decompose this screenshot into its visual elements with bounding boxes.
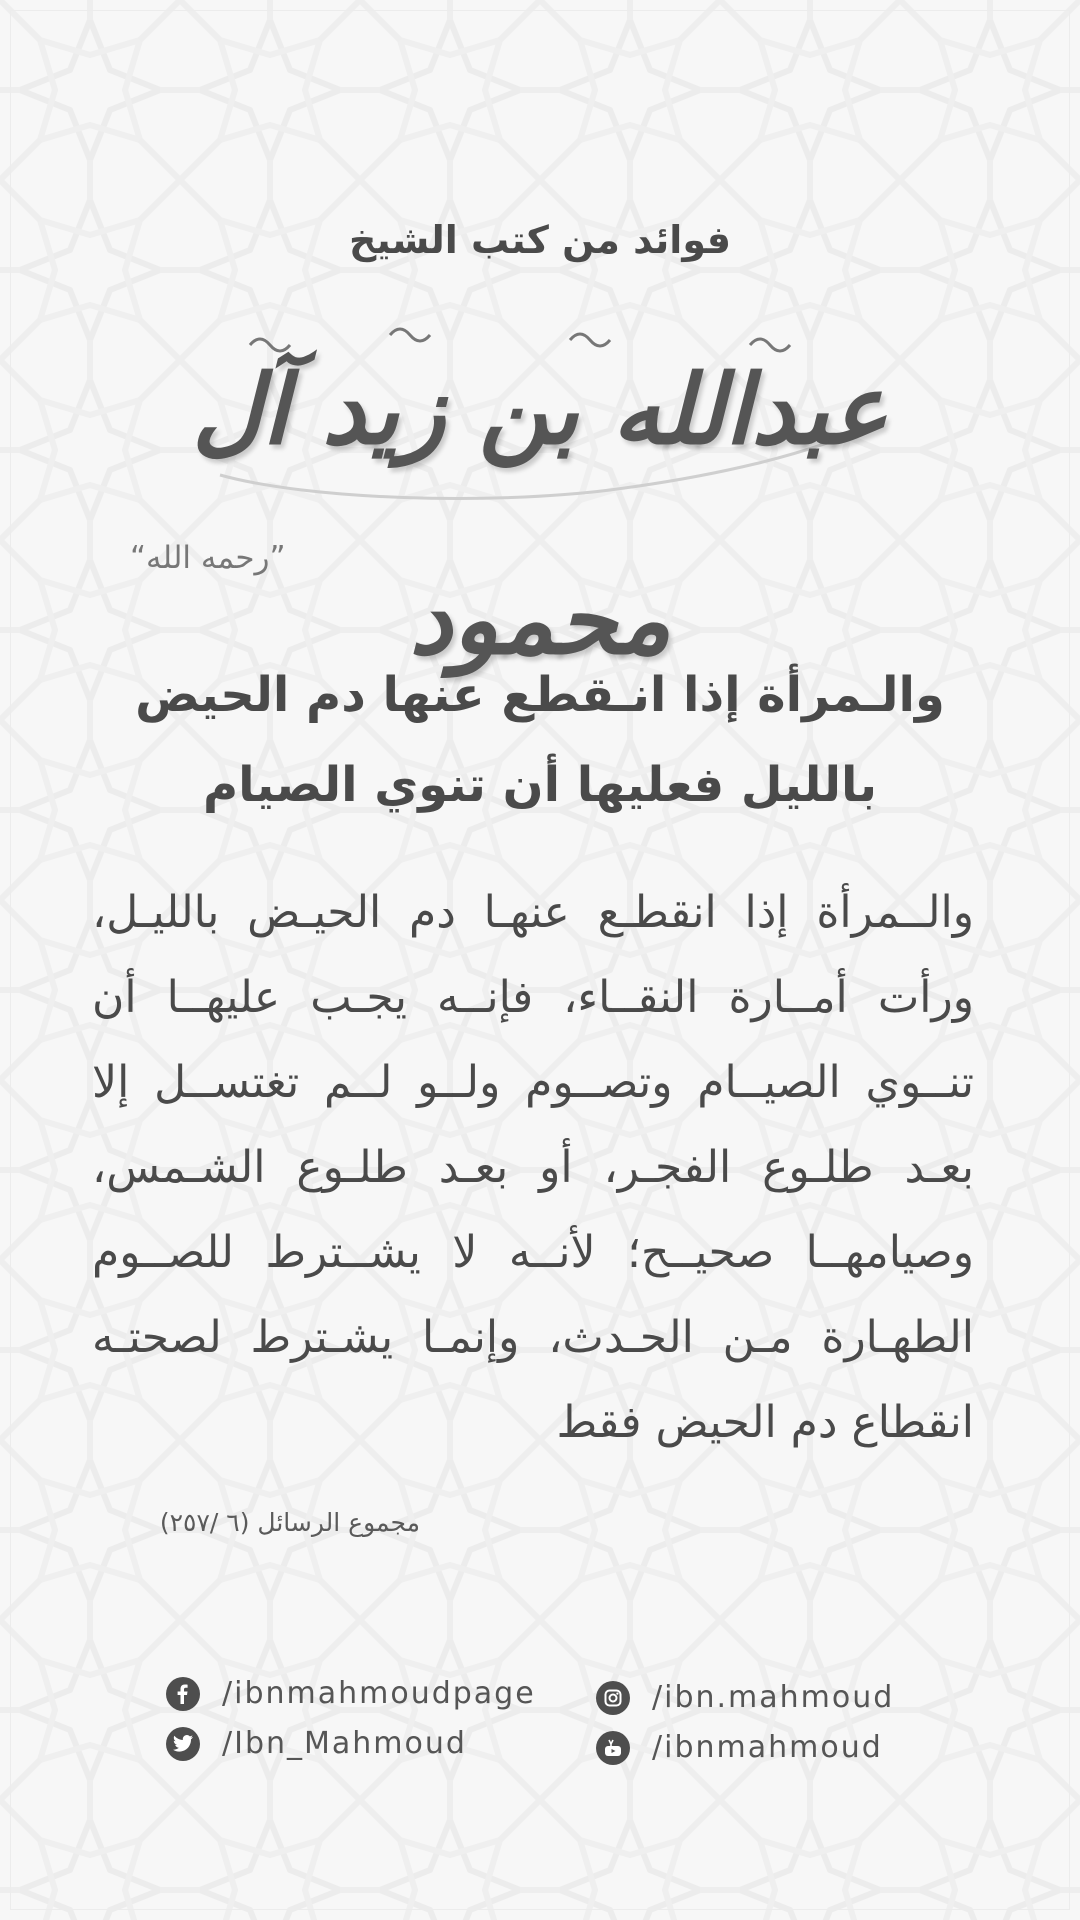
- facebook-handle: /ibnmahmoudpage: [222, 1676, 536, 1711]
- facebook-link[interactable]: [166, 1676, 536, 1711]
- twitter-icon: [166, 1727, 200, 1761]
- author-name: عبدالله بن زيد آل محمود: [192, 353, 888, 676]
- youtube-handle: /ibnmahmoud: [652, 1730, 883, 1765]
- instagram-link[interactable]: [596, 1680, 894, 1715]
- youtube-icon: [596, 1731, 630, 1765]
- honorific: ”رحمه الله“: [130, 540, 286, 576]
- facebook-icon: [166, 1677, 200, 1711]
- title-line-2: بالليل فعليها أن تنوي الصيام: [202, 757, 878, 813]
- twitter-link[interactable]: [166, 1726, 467, 1761]
- title-line-1: والـمرأة إذا انـقطع عنها دم الحيض: [135, 667, 945, 723]
- twitter-handle: /Ibn_Mahmoud: [222, 1726, 467, 1761]
- source-citation: مجموع الرسائل (٦ /٢٥٧): [159, 1508, 420, 1537]
- instagram-handle: /ibn.mahmoud: [652, 1680, 895, 1715]
- article-body: والــمرأة إذا انقطـع عنهـا دم الحيـض بالليـل، ورأت أمــارة النقــاء، فإنــه يجـب عليهــا أن تنــوي الصيــام وتصــوم ولــو لــم تغتســل إلا بعـد طلـوع الفجـر، أو بعـد طلـوع الشـمس، وصيامهــا صحيــح؛ لأنــه لا يشــترط للصــوم الطهـارة مـن الحـدث، وإنمـا يشـترط لصحتـه انقطاع دم الحيض فقط: [92, 887, 974, 1448]
- series-heading: فوائد من كتب الشيخ: [348, 218, 732, 262]
- article-title: [90, 650, 990, 830]
- youtube-link[interactable]: [596, 1730, 883, 1765]
- instagram-icon: [596, 1681, 630, 1715]
